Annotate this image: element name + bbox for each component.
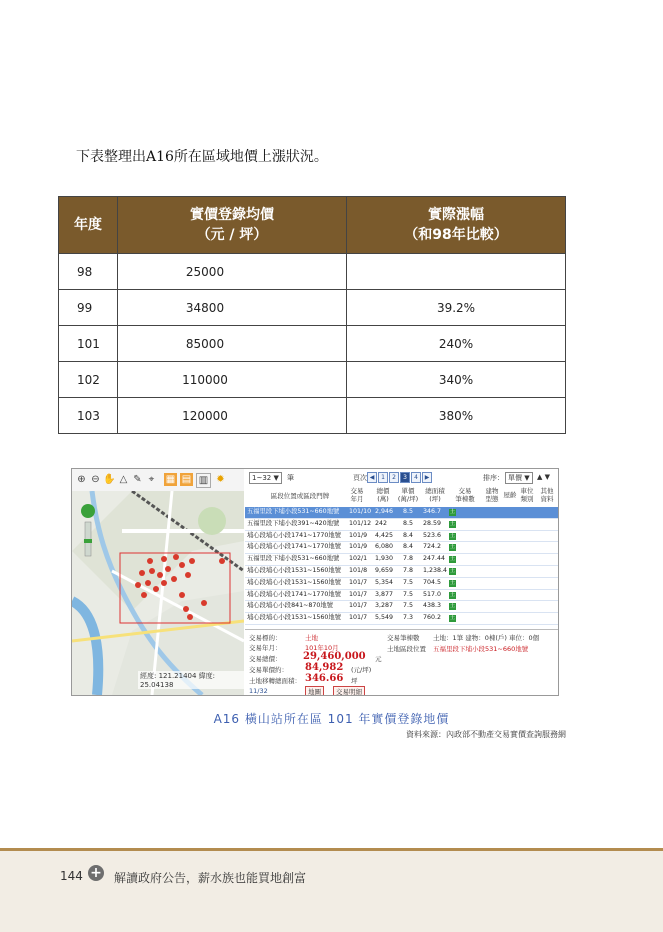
cell-avg: 34800 [118,290,347,326]
grid-icon[interactable]: ▥ [196,473,211,488]
listing-loc: 埔心段埔心小段1741~1770地號 [247,531,341,539]
transaction-detail [245,629,558,696]
cell-avg: 120000 [118,398,347,434]
list-item[interactable] [245,542,558,554]
sort-label: 排序： [483,474,504,482]
listing-ym: 101/8 [349,566,368,574]
cell-avg: 110000 [118,362,347,398]
results-controls [245,469,558,485]
col-unit: 單價 (萬/坪) [397,487,419,503]
detail-area-unit: 坪 [351,677,358,685]
sun-icon[interactable]: ✹ [216,474,225,485]
detail-unit-label: 交易單價約： [249,666,288,674]
figure-source: 資料來源：內政部不動產交易實價查詢服務網 [406,730,566,739]
header-actual-rise-line1: 實際漲幅 [428,207,484,223]
land-badge-icon: 土 [449,509,455,515]
detail-date-label: 交易年月： [249,644,282,652]
land-badge-icon: 土 [449,520,455,527]
cell-avg: 25000 [118,254,347,290]
detail-type-value: 土地 [305,634,318,642]
listing-unit: 7.3 [403,614,414,622]
sort-select[interactable]: 單價 ▼ [505,472,533,484]
listing-ym: 101/12 [349,519,372,527]
detail-total-value: 29,460,000 [303,651,366,662]
col-total: 總價 (萬) [376,487,390,503]
pan-hand-icon[interactable]: ✋ [103,474,116,485]
list-item[interactable] [245,590,558,602]
list-item[interactable] [245,578,558,590]
map-view[interactable] [72,491,244,695]
prev-page-button[interactable]: ◀ [367,472,377,483]
col-location: 區段位置或區段門牌 [270,492,330,500]
list-item[interactable] [245,554,558,566]
results-header [245,485,558,508]
zoom-in-icon[interactable]: ⊕ [77,474,86,485]
land-badge-icon: 土 [449,603,455,610]
detail-location-value: 五福里段下埔小段531~660地號 [433,645,529,653]
listing-unit: 8.4 [403,531,414,539]
listing-area: 517.0 [423,590,442,598]
listing-area: 247.44 [423,555,446,563]
map-toolbar [72,469,244,492]
listing-total: 9,659 [375,566,394,574]
cell-rise [347,254,566,290]
page-number: 144 [60,869,83,883]
col-parking: 車位 類別 [520,487,534,503]
land-badge-icon: 土 [449,544,455,551]
detail-count-value: 土地：1筆 建物：0棟(戶) 車位：0個 [433,634,540,642]
footer-band [0,848,663,932]
results-list [245,507,558,625]
cell-rise: 380% [347,398,566,434]
book-title: 解讀政府公告，薪水族也能買地創富 [114,871,307,885]
detail-total-label: 交易總價： [249,655,282,663]
listing-ym: 101/9 [349,531,368,539]
select-tool-icon[interactable]: ⌖ [148,474,155,485]
zoom-out-icon[interactable]: ⊖ [91,474,100,485]
detail-total-unit: 元 [375,655,382,663]
sort-select-value: 單價 [508,474,522,482]
listing-total: 3,877 [375,590,394,598]
listing-loc: 五福里段下埔小段531~660地號 [247,508,340,515]
land-badge-icon: 土 [449,579,455,586]
transaction-detail-button[interactable]: 交易明細 [333,686,365,696]
header-year: 年度 [59,197,118,254]
table-row [59,362,566,398]
land-badge-icon: 土 [449,591,455,598]
listing-loc: 五福里段下埔小段531~660地號 [247,555,340,563]
list-item[interactable] [245,566,558,578]
page-4-button[interactable]: 4 [411,472,421,483]
cell-year: 103 [59,398,118,434]
measure-icon[interactable]: △ [119,474,128,485]
listing-ym: 101/7 [349,590,368,598]
listing-ym: 101/10 [349,508,372,515]
listing-loc: 埔心段埔心小段1531~1560地號 [247,578,341,586]
listing-unit: 8.5 [403,519,414,527]
header-average-price [118,197,347,254]
cell-rise: 39.2% [347,290,566,326]
listing-ym: 101/7 [349,578,368,586]
table-row [59,290,566,326]
listing-area: 760.2 [423,614,442,622]
header-average-price-line2: （元 / 坪） [196,227,268,243]
cell-year: 102 [59,362,118,398]
listing-area: 1,238.4 [423,566,448,574]
listing-unit: 7.5 [403,578,414,586]
page-1-button[interactable]: 1 [378,472,388,483]
listing-total: 1,930 [375,555,394,563]
plus-icon: + [88,865,104,881]
detail-date-value: 101年10月 [305,644,339,652]
table-row [59,398,566,434]
listing-ym: 101/9 [349,543,368,551]
detail-paging: 11/32 [249,687,268,695]
range-select[interactable]: 1~32 ▼ [249,472,282,484]
listing-unit: 8.5 [403,508,414,515]
listing-area: 523.6 [423,531,442,539]
detail-unit-value: 84,982 [305,662,344,673]
listing-total: 4,425 [375,531,394,539]
listing-unit: 7.8 [403,566,414,574]
list-item[interactable] [245,507,558,519]
listing-unit: 8.4 [403,543,414,551]
land-badge-icon: 土 [449,567,455,574]
layer-icon[interactable]: ▦ [165,474,176,485]
range-select-value: 1~32 [252,474,272,482]
footer-rule [0,848,663,851]
map-canvas [72,491,244,695]
listing-total: 3,287 [375,602,394,610]
table-row [59,254,566,290]
listing-total: 2,946 [375,508,394,515]
list-item[interactable] [245,613,558,625]
land-badge-icon: 土 [449,532,455,539]
land-price-table [58,196,566,434]
map-button[interactable]: 地圖 [305,686,324,696]
cell-avg: 85000 [118,326,347,362]
listing-loc: 埔心段埔心小段1531~1560地號 [247,566,341,574]
listing-loc: 埔心段埔心小段1741~1770地號 [247,543,341,551]
listing-total: 5,549 [375,614,394,622]
list-item[interactable] [245,519,558,531]
range-suffix: 筆 [287,474,294,482]
col-count: 交易 筆棟數 [455,487,475,503]
listing-area: 28.59 [423,519,442,527]
listing-total: 242 [375,519,388,527]
listing-ym: 102/1 [349,555,368,563]
cell-year: 99 [59,290,118,326]
figure-caption: A16 橫山站所在區 101 年實價登錄地價 [213,712,450,726]
detail-location-label: 土地區段位置 [387,645,426,653]
detail-count-label: 交易筆棟數 [387,634,420,642]
listing-loc: 五福里段下埔小段391~420地號 [247,519,340,527]
page-3-button[interactable]: 3 [400,472,410,483]
listing-ym: 101/7 [349,602,368,610]
cell-rise: 240% [347,326,566,362]
detail-unit-unit: (元/坪) [351,666,372,674]
listing-area: 346.7 [423,508,442,515]
col-age: 屋齡 [503,491,517,499]
listing-unit: 7.5 [403,602,414,610]
cell-rise: 340% [347,362,566,398]
listing-loc: 埔心段埔心小段1741~1770地號 [247,590,341,598]
listing-area: 724.2 [423,543,442,551]
land-badge-icon: 土 [449,615,455,622]
marker-tool-icon[interactable]: ✎ [133,474,142,485]
land-badge-icon: 土 [449,556,455,563]
detail-type-label: 交易標的： [249,634,282,642]
results-panel [245,469,558,695]
header-average-price-line1: 實價登錄均價 [190,207,274,223]
next-page-button[interactable]: ▶ [422,472,432,483]
detail-area-value: 346.66 [305,673,344,684]
header-actual-rise [347,197,566,254]
detail-area-label: 土地移轉總面積： [249,677,301,685]
page-2-button[interactable]: 2 [389,472,399,483]
map-coordinates: 經度: 121.21404 緯度: 25.04138 [138,671,244,689]
listing-total: 5,354 [375,578,394,586]
page-label: 頁次 [353,474,367,482]
cell-year: 101 [59,326,118,362]
col-building-type: 建物 型態 [485,487,499,503]
cell-year: 98 [59,254,118,290]
col-area: 總面積 (坪) [425,487,445,503]
listing-area: 438.3 [423,602,442,610]
price-query-screenshot [71,468,559,696]
list-item[interactable] [245,601,558,613]
table-header-row [59,197,566,254]
listing-unit: 7.5 [403,590,414,598]
table-row [59,326,566,362]
listing-total: 6,080 [375,543,394,551]
listing-loc: 埔心段埔心小段841~870地號 [247,602,333,610]
list-item[interactable] [245,531,558,543]
col-date: 交易 年月 [350,487,364,503]
listing-unit: 7.8 [403,555,414,563]
col-other: 其他 資料 [540,487,554,503]
listing-area: 704.5 [423,578,442,586]
header-actual-rise-line2: （和98年比較） [404,227,508,243]
print-icon[interactable]: ▤ [181,474,192,485]
listing-loc: 埔心段埔心小段1531~1560地號 [247,614,341,622]
listing-ym: 101/7 [349,614,368,622]
sort-arrows[interactable]: ▲ ▼ [537,473,550,481]
intro-text: 下表整理出A16所在區域地價上漲狀況。 [76,149,328,165]
